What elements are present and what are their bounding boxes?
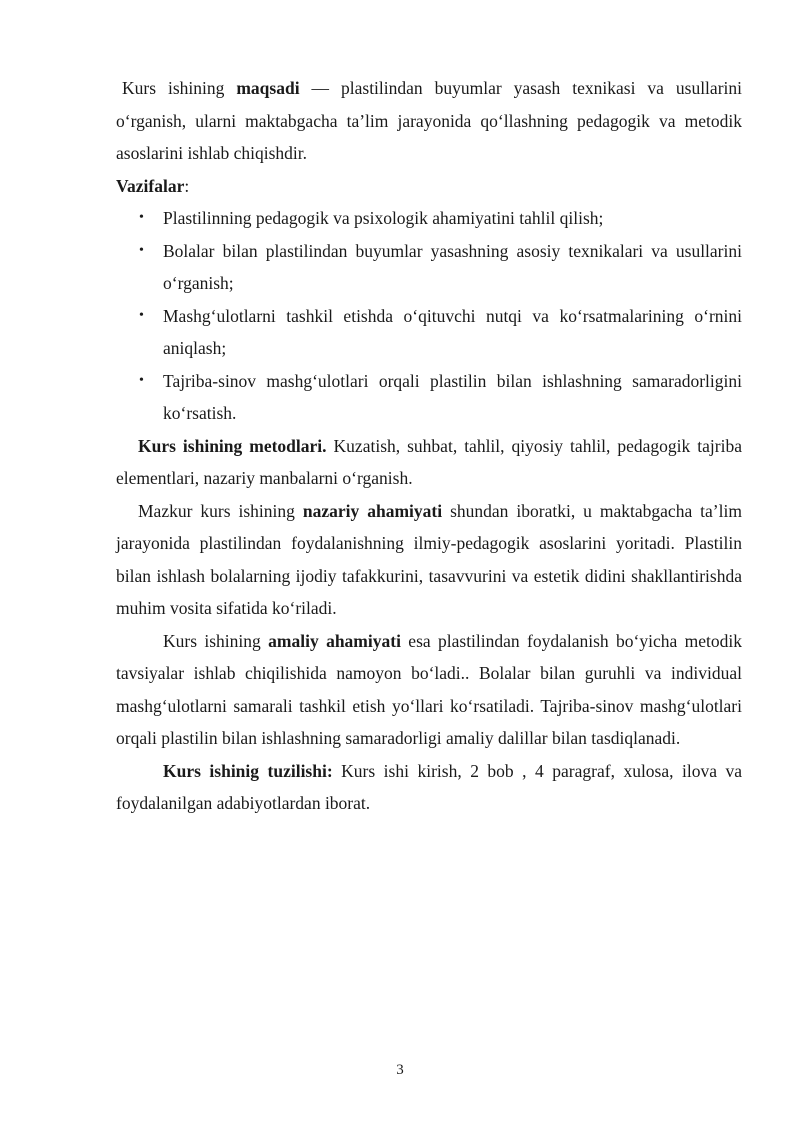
practical-lead-text: Kurs ishining: [163, 630, 269, 651]
list-item: [116, 365, 742, 430]
paragraph-practical-significance: [116, 625, 742, 755]
list-item: [116, 235, 742, 300]
tasks-list: [116, 202, 742, 430]
theoretical-lead-text: Mazkur kurs ishining: [138, 500, 303, 521]
methods-body-text: Kuzatish, suhbat, tahlil, qiyosiy tahlil, pedagogik tajriba elementlari, nazariy manbalarni o‘rganish.: [116, 435, 742, 488]
paragraph-structure: [116, 755, 742, 820]
list-item-text: Mashg‘ulotlarni tashkil etishda o‘qituvchi nutqi va ko‘rsatmalarining o‘rnini aniqlash;: [163, 305, 742, 358]
document-page: [116, 72, 742, 820]
bullet-icon: •: [139, 210, 144, 225]
bullet-icon: •: [139, 372, 144, 388]
list-item: [116, 300, 742, 365]
list-item-text: Plastilinning pedagogik va psixologik ahamiyatini tahlil qilish;: [163, 208, 604, 228]
practical-keyword: amaliy ahamiyati: [268, 630, 401, 651]
structure-keyword: Kurs ishinig tuzilishi:: [163, 760, 333, 781]
structure-body-text: Kurs ishi kirish, 2 bob , 4 paragraf, xulosa, ilova va foydalanilgan adabiyotlardan iborat.: [116, 760, 742, 813]
bullet-icon: •: [139, 242, 144, 258]
page-number: 3: [396, 1062, 404, 1078]
practical-body-text: esa plastilindan foydalanish bo‘yicha metodik tavsiyalar ishlab chiqilishida namoyon bo‘ladi.. Bolalar bilan guruhli va individual mashg‘ulotlarni samarali tashkil etish yo‘llari ko‘rsatiladi. Tajriba-sinov mashg‘ulotlari orqali plastilin bilan ishlashning samaradorligi amaliy dalillar bilan tasdiqlanadi.: [116, 630, 742, 748]
theoretical-body-text: shundan iboratki, u maktabgacha ta’lim jarayonida plastilindan foydalanishning ilmiy-pedagogik asoslarini yoritadi. Plastilin bilan ishlash bolalarning ijodiy tafakkurini, tasavvurini va estetik didini shakllantirishda muhim vosita sifatida ko‘riladi.: [116, 500, 742, 618]
goal-lead-text: Kurs ishining: [122, 78, 237, 98]
paragraph-goal: [116, 72, 742, 170]
list-item: [116, 202, 742, 235]
paragraph-theoretical-significance: [116, 495, 742, 625]
methods-keyword: Kurs ishining metodlari.: [138, 435, 327, 456]
paragraph-methods: [116, 430, 742, 495]
bullet-icon: •: [139, 307, 144, 323]
list-item-text: Bolalar bilan plastilindan buyumlar yasashning asosiy texnikalari va usullarini o‘rganish;: [163, 240, 742, 293]
list-item-text: Tajriba-sinov mashg‘ulotlari orqali plastilin bilan ishlashning samaradorligini ko‘rsatish.: [163, 370, 742, 423]
tasks-heading-label: Vazifalar: [116, 175, 185, 196]
tasks-heading: [116, 170, 742, 203]
tasks-heading-colon: :: [184, 175, 190, 196]
theoretical-keyword: nazariy ahamiyati: [302, 500, 443, 521]
goal-keyword: maqsadi: [236, 78, 300, 98]
goal-body-text: — plastilindan buyumlar yasash texnikasi va usullarini o‘rganish, ularni maktabgacha ta’lim jarayonida qo‘llashning pedagogik va metodik asoslarini ishlab chiqishdir.: [116, 78, 742, 163]
